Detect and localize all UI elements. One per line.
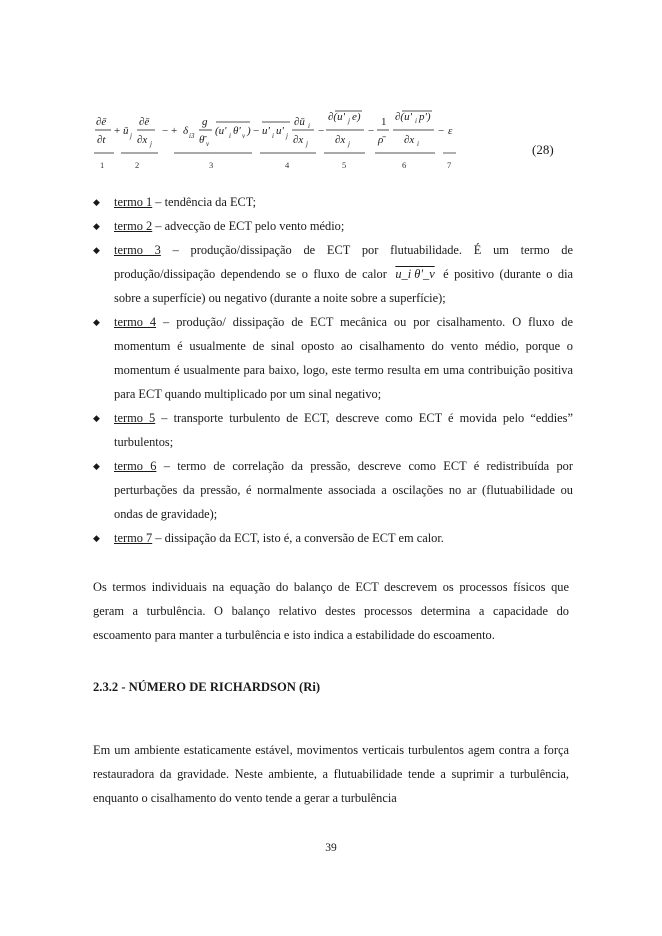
bullet-icon: ◆ [93, 533, 100, 543]
svg-text:i3: i3 [189, 132, 195, 140]
equation-term-5 [318, 111, 364, 148]
term-name: termo 1 [114, 195, 153, 209]
term-name: termo 7 [114, 531, 153, 545]
svg-text:i: i [415, 117, 417, 125]
svg-text:j: j [150, 140, 152, 148]
svg-text:θ': θ' [233, 125, 241, 137]
term-description: – termo de correlação da pressão, descreve como ECT é redistribuída por perturbações da pressão, é normalmente associada a oscilações no ar (flutuabilidade ou ondas de gravidade); [114, 459, 573, 521]
svg-text:u': u' [276, 125, 284, 137]
term-name: termo 5 [114, 411, 156, 425]
term-description-end: é positivo (durante o dia sobre a superfície) ou negativo (durante a noite sobre a superfície); [114, 267, 574, 305]
bullet-icon: ◆ [93, 221, 100, 231]
term-number-1: 1 [100, 160, 105, 170]
term-name: termo 4 [114, 315, 157, 329]
term-number-2: 2 [135, 160, 140, 170]
svg-text:− +: − + [162, 125, 178, 137]
term-number-labels [100, 160, 451, 170]
term-number-3: 3 [209, 160, 214, 170]
svg-text:j: j [348, 117, 350, 125]
svg-text:): ) [247, 125, 251, 137]
list-item [93, 190, 573, 214]
svg-text:j: j [130, 132, 132, 140]
svg-text:v: v [242, 132, 246, 140]
equation-term-2 [114, 116, 155, 148]
svg-text:p'): p') [419, 111, 431, 123]
svg-text:∂x: ∂x [404, 134, 415, 146]
svg-text:∂x: ∂x [137, 134, 148, 146]
svg-text:∂(u': ∂(u' [328, 111, 345, 123]
list-item [93, 454, 573, 526]
page-number: 39 [325, 842, 337, 854]
svg-text:i: i [417, 140, 419, 148]
svg-text:∂ū: ∂ū [294, 116, 305, 128]
svg-text:δ: δ [183, 125, 189, 137]
term-number-7: 7 [447, 160, 452, 170]
svg-text:ū: ū [123, 125, 129, 137]
svg-text:u': u' [262, 125, 270, 137]
svg-text:−: − [318, 125, 325, 137]
svg-text:v: v [206, 140, 210, 148]
tke-budget-equation [92, 108, 572, 174]
body-paragraph-2: Em um ambiente estaticamente estável, movimentos verticais turbulentos agem contra a força restauradora da gravidade. Neste ambiente, a flutuabilidade tende a suprimir a turbulência, enquanto o cisalhamento do vento tende a gerar a turbulência [93, 743, 569, 805]
svg-text:−: − [438, 125, 445, 137]
term-description: – tendência da ECT; [152, 195, 257, 209]
svg-text:−: − [368, 125, 375, 137]
bullet-icon: ◆ [93, 413, 100, 423]
equation-number: (28) [532, 142, 554, 157]
bullet-icon: ◆ [93, 317, 100, 327]
list-item [93, 526, 573, 550]
equation-term-3 [162, 116, 251, 148]
svg-text:i: i [272, 132, 274, 140]
equation-term-4 [253, 116, 314, 148]
list-item [93, 214, 573, 238]
equation-term-1 [95, 116, 111, 146]
svg-text:∂x: ∂x [293, 134, 304, 146]
equation-term-6 [368, 111, 434, 148]
svg-text:j: j [306, 140, 308, 148]
svg-text:∂ē: ∂ē [139, 116, 150, 128]
list-item [93, 310, 573, 406]
term-description: – transporte turbulento de ECT, descreve como ECT é movida pelo “eddies” turbulentos; [114, 411, 573, 449]
heat-flux-expression [392, 262, 437, 286]
term-description: – dissipação da ECT, isto é, a conversão de ECT em calor. [152, 531, 444, 545]
term-number-4: 4 [285, 160, 290, 170]
svg-text:(u': (u' [215, 125, 227, 137]
term-number-6: 6 [402, 160, 407, 170]
term-name: termo 3 [114, 243, 161, 257]
svg-text:g: g [202, 116, 208, 128]
heat-flux-text: u_i θ'_v [395, 267, 435, 281]
svg-text:∂(u': ∂(u' [395, 111, 412, 123]
equation-graphic [92, 108, 572, 174]
term-description: – produção/dissipação de ECT por flutuabilidade. É um termo de produção/dissipação dependendo se o fluxo de calor [114, 243, 573, 281]
body-paragraph-1: Os termos individuais na equação do balanço de ECT descrevem os processos físicos que geram a turbulência. O balanço relativo destes processos determina a capacidade do escoamento para manter a turbulência e isto indica a estabilidade do escoamento. [93, 580, 569, 642]
bullet-icon: ◆ [93, 461, 100, 471]
svg-text:∂ē: ∂ē [96, 116, 107, 128]
svg-text:j: j [286, 132, 288, 140]
section-heading: 2.3.2 - NÚMERO DE RICHARDSON (Ri) [93, 680, 321, 694]
svg-text:θ̄: θ̄ [199, 134, 205, 146]
svg-text:i: i [308, 122, 310, 130]
svg-text:ρ̄: ρ̄ [378, 134, 384, 146]
term-number-5: 5 [342, 160, 347, 170]
term-description: – produção/ dissipação de ECT mecânica ou por cisalhamento. O fluxo de momentum é usualmente de sinal oposto ao cisalhamento do vento médio, porque o momentum é usualmente para baixo, logo, este termo resulta em uma contribuição positiva para ECT quando multiplicado por um sinal negativo; [114, 315, 573, 401]
term-description: – advecção de ECT pelo vento médio; [152, 219, 345, 233]
svg-text:∂x: ∂x [335, 134, 346, 146]
equation-term-7 [438, 125, 453, 137]
svg-text:+: + [114, 125, 121, 137]
term-name: termo 2 [114, 219, 153, 233]
svg-text:i: i [229, 132, 231, 140]
bullet-icon: ◆ [93, 197, 100, 207]
svg-text:ε: ε [448, 125, 453, 137]
terms-list [93, 190, 573, 550]
list-item [93, 238, 573, 310]
svg-text:e): e) [352, 111, 361, 123]
list-item [93, 406, 573, 454]
svg-text:∂t: ∂t [97, 134, 106, 146]
svg-text:1: 1 [381, 116, 387, 128]
svg-text:j: j [348, 140, 350, 148]
term-name: termo 6 [114, 459, 157, 473]
svg-text:−: − [253, 125, 260, 137]
bullet-icon: ◆ [93, 245, 100, 255]
